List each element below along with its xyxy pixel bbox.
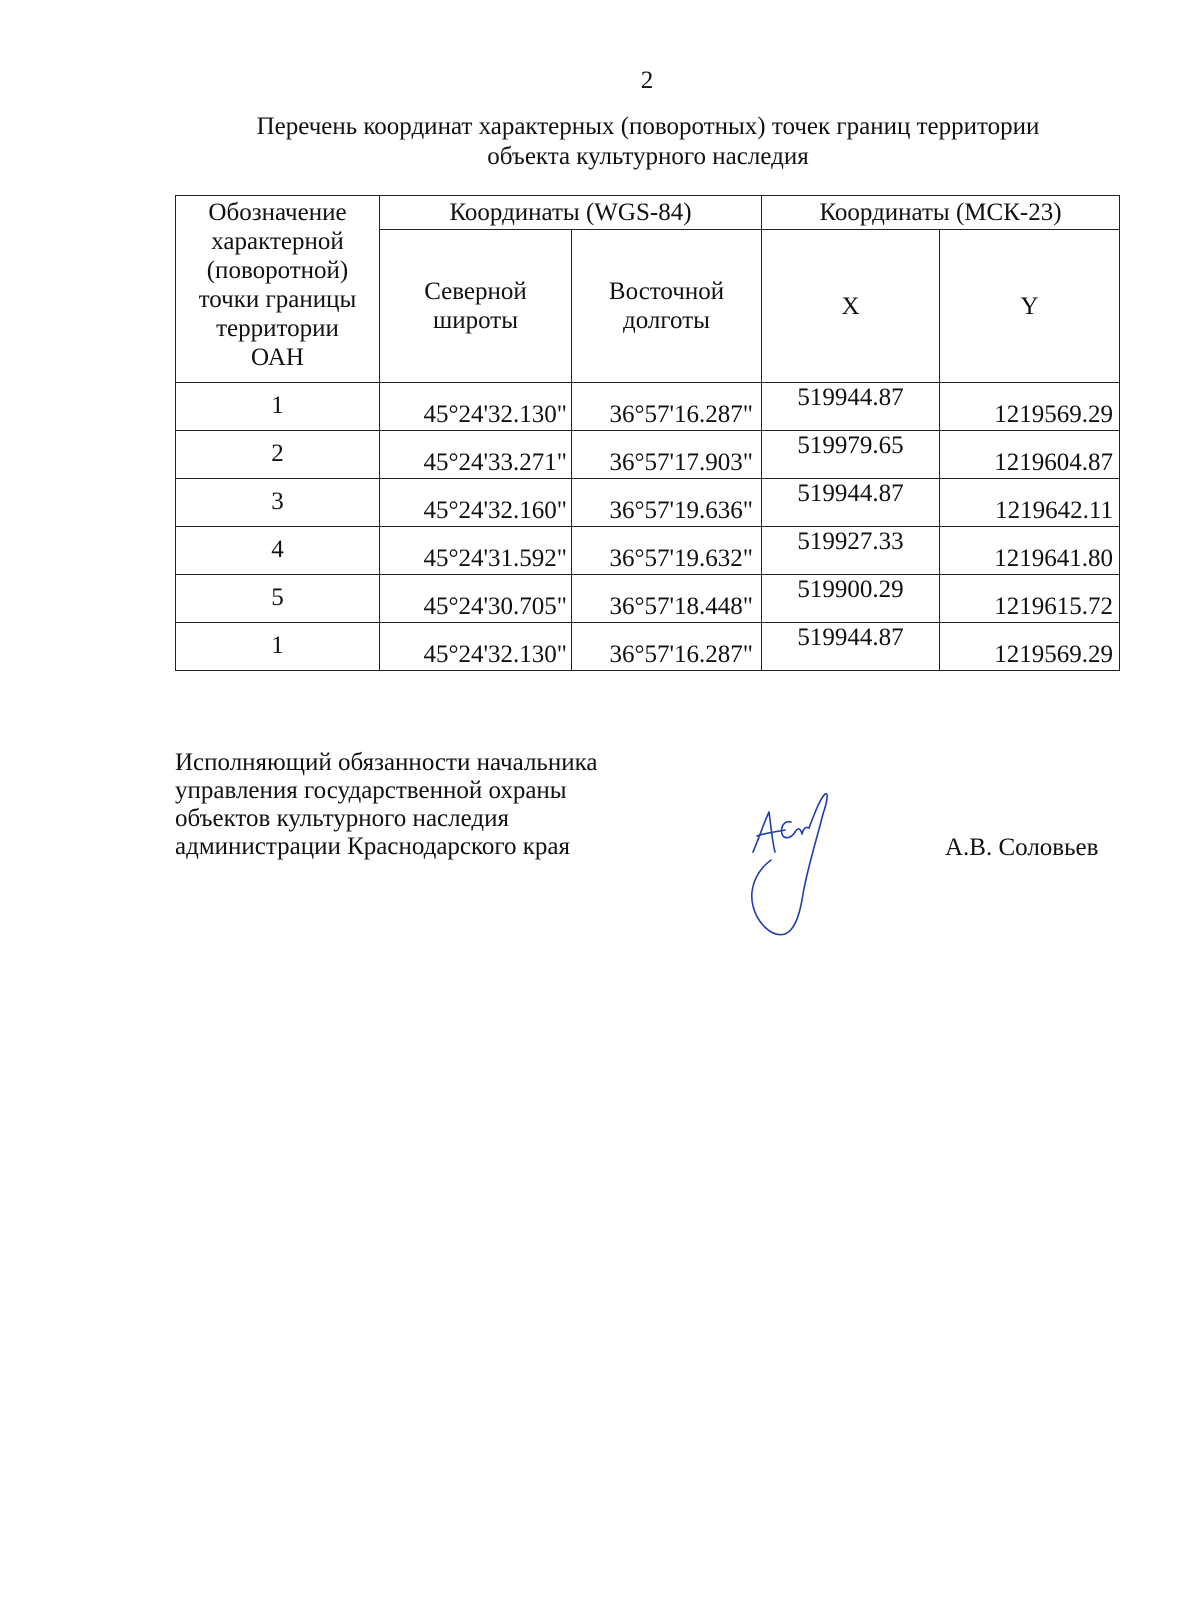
cell-latitude: 45°24'32.160" [380, 479, 572, 527]
cell-y: 1219642.11 [940, 479, 1120, 527]
cell-point: 1 [176, 383, 380, 431]
cell-y: 1219615.72 [940, 575, 1120, 623]
cell-point: 5 [176, 575, 380, 623]
header-point-line: территории [216, 315, 339, 342]
cell-x: 519979.65 [762, 431, 940, 479]
header-longitude-line: долготы [623, 307, 710, 334]
cell-point: 2 [176, 431, 380, 479]
signer-name: А.В. Соловьев [945, 834, 1099, 861]
cell-latitude: 45°24'32.130" [380, 383, 572, 431]
table-row [176, 623, 1120, 671]
header-point-line: ОАН [251, 344, 304, 371]
header-longitude-line: Восточной [608, 278, 725, 305]
cell-latitude: 45°24'32.130" [380, 623, 572, 671]
header-point-line: (поворотной) [206, 257, 349, 284]
cell-longitude: 36°57'18.448" [572, 575, 762, 623]
cell-longitude: 36°57'16.287" [572, 623, 762, 671]
cell-latitude: 45°24'33.271" [380, 431, 572, 479]
signer-position-line: управления государственной охраны [175, 777, 567, 804]
signer-position-line: Исполняющий обязанности начальника [175, 749, 598, 776]
table-row [176, 527, 1120, 575]
coordinates-table [175, 195, 1120, 671]
cell-y: 1219569.29 [940, 623, 1120, 671]
header-msk23-group: Координаты (МСК-23) [762, 196, 1120, 230]
cell-x: 519944.87 [762, 623, 940, 671]
header-latitude-line: Северной [424, 278, 527, 305]
signer-position-line: объектов культурного наследия [175, 805, 509, 832]
cell-y: 1219569.29 [940, 383, 1120, 431]
cell-x: 519927.33 [762, 527, 940, 575]
cell-x: 519900.29 [762, 575, 940, 623]
cell-point: 4 [176, 527, 380, 575]
handwritten-signature [745, 790, 845, 940]
document-title-line-1: Перечень координат характерных (поворотных) точек границ территории [256, 113, 1040, 140]
header-wgs84-group: Координаты (WGS-84) [380, 196, 762, 230]
cell-x: 519944.87 [762, 383, 940, 431]
header-point-designation [176, 196, 380, 383]
header-point-line: точки границы [198, 286, 357, 313]
cell-x: 519944.87 [762, 479, 940, 527]
cell-y: 1219641.80 [940, 527, 1120, 575]
cell-longitude: 36°57'16.287" [572, 383, 762, 431]
cell-longitude: 36°57'17.903" [572, 431, 762, 479]
header-point-line: Обозначение [208, 199, 347, 226]
signature-strokes [752, 794, 827, 935]
header-y: Y [940, 230, 1120, 383]
cell-longitude: 36°57'19.632" [572, 527, 762, 575]
cell-y: 1219604.87 [940, 431, 1120, 479]
cell-latitude: 45°24'31.592" [380, 527, 572, 575]
page-number: 2 [640, 67, 654, 94]
header-latitude-line: широты [432, 307, 519, 334]
table-row [176, 431, 1120, 479]
table-row [176, 479, 1120, 527]
header-x: X [762, 230, 940, 383]
signer-position [175, 749, 597, 861]
document-title-line-2: объекта культурного наследия [487, 143, 809, 170]
table-row [176, 575, 1120, 623]
cell-point: 1 [176, 623, 380, 671]
header-longitude [572, 230, 762, 383]
table-row [176, 383, 1120, 431]
header-latitude [380, 230, 572, 383]
cell-point: 3 [176, 479, 380, 527]
header-point-line: характерной [211, 228, 344, 255]
signer-position-line: администрации Краснодарского края [175, 833, 571, 860]
document-title [160, 112, 1136, 172]
cell-longitude: 36°57'19.636" [572, 479, 762, 527]
cell-latitude: 45°24'30.705" [380, 575, 572, 623]
